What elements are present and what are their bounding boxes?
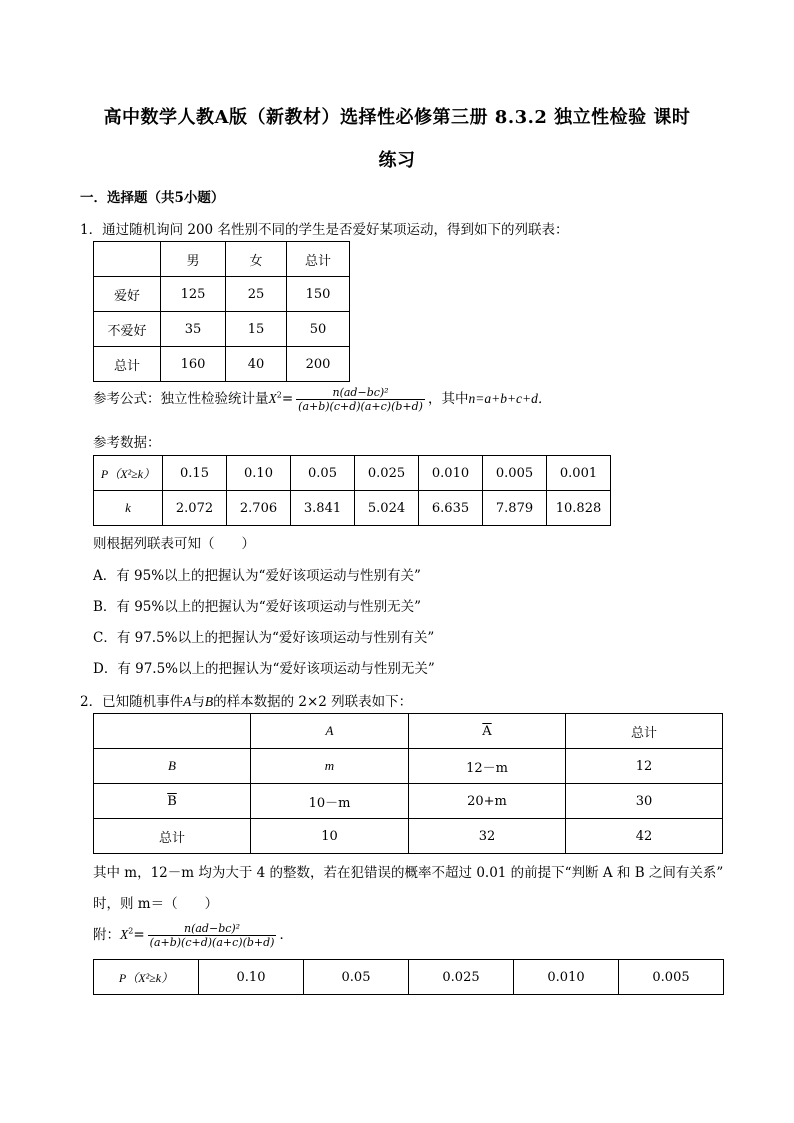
q2-reference-table bbox=[93, 959, 724, 995]
table-row bbox=[94, 819, 723, 854]
q1-ref-data-label: 参考数据： bbox=[93, 435, 161, 451]
table-cell: $\overline{B}$ bbox=[94, 784, 251, 819]
table-row bbox=[94, 784, 723, 819]
table-cell: 125 bbox=[161, 277, 226, 312]
table-cell: 150 bbox=[287, 277, 350, 312]
formula-suffix: ，其中 bbox=[427, 391, 469, 407]
q1-option-c: C．有 97.5%以上的把握认为“爱好该项运动与性别有关” bbox=[93, 630, 435, 646]
table-cell: $\overline{A}$ bbox=[409, 714, 566, 749]
table-header-row bbox=[94, 714, 723, 749]
table-row bbox=[94, 456, 611, 491]
table-cell: A bbox=[251, 714, 409, 749]
appendix-prefix: 附： bbox=[93, 927, 120, 943]
table-cell: 0.025 bbox=[355, 456, 419, 491]
table-cell: 32 bbox=[409, 819, 566, 854]
table-cell: 0.05 bbox=[304, 960, 409, 995]
table-cell: 7.879 bbox=[483, 491, 547, 526]
formula-fraction bbox=[148, 922, 277, 949]
formula-numerator: n(ad−bc)² bbox=[296, 386, 425, 400]
formula-fraction bbox=[296, 386, 425, 413]
table-cell: 女 bbox=[226, 242, 287, 277]
table-cell: 0.10 bbox=[199, 960, 304, 995]
table-cell: 0.025 bbox=[409, 960, 514, 995]
section-heading: 一．选择题（共5小题） bbox=[80, 190, 225, 206]
q1-formula bbox=[93, 386, 551, 413]
table-row bbox=[94, 277, 350, 312]
table-cell: 0.15 bbox=[163, 456, 227, 491]
q1-reference-table bbox=[93, 455, 611, 526]
formula-n-definition: n=a+b+c+d． bbox=[468, 391, 552, 406]
document-title-line-2: 练习 bbox=[378, 150, 416, 171]
table-cell: 15 bbox=[226, 312, 287, 347]
table-cell: 男 bbox=[161, 242, 226, 277]
formula-numerator: n(ad−bc)² bbox=[148, 922, 277, 936]
table-cell: 5.024 bbox=[355, 491, 419, 526]
q2-stem-mid: 与 bbox=[191, 694, 205, 710]
q2-stem-a: A bbox=[183, 694, 192, 709]
table-cell: 不爱好 bbox=[94, 312, 161, 347]
q2-condition-line-1: 其中 m，12－m 均为大于 4 的整数，若在犯错误的概率不超过 0.01 的前提下“判断 A 和 B 之间有关系” bbox=[93, 865, 724, 881]
table-row bbox=[94, 749, 723, 784]
table-cell: 35 bbox=[161, 312, 226, 347]
table-cell: 0.005 bbox=[619, 960, 724, 995]
table-cell: 25 bbox=[226, 277, 287, 312]
table-cell bbox=[94, 714, 251, 749]
table-cell: 12 bbox=[566, 749, 723, 784]
table-cell: 0.010 bbox=[514, 960, 619, 995]
table-cell: P（Χ²≥k） bbox=[94, 960, 199, 995]
q2-stem-prefix: 2．已知随机事件 bbox=[80, 694, 184, 710]
q2-appendix-formula bbox=[93, 922, 293, 949]
table-row bbox=[94, 960, 724, 995]
q1-option-b: B．有 95%以上的把握认为“爱好该项运动与性别无关” bbox=[93, 599, 422, 615]
q1-option-a: A．有 95%以上的把握认为“爱好该项运动与性别有关” bbox=[93, 568, 421, 584]
equals-sign: = bbox=[281, 391, 294, 407]
table-cell: P（Χ²≥k） bbox=[94, 456, 163, 491]
q1-question: 则根据列联表可知（ ） bbox=[93, 536, 255, 552]
table-cell: 0.001 bbox=[547, 456, 611, 491]
document-title-line-1: 高中数学人教A版（新教材）选择性必修第三册 8.3.2 独立性检验 课时 bbox=[103, 107, 691, 128]
table-cell: B bbox=[94, 749, 251, 784]
table-cell: 10－m bbox=[251, 784, 409, 819]
table-cell: 0.005 bbox=[483, 456, 547, 491]
table-cell: 12－m bbox=[409, 749, 566, 784]
chi-square-exponent: 2 bbox=[276, 390, 282, 400]
table-cell: 42 bbox=[566, 819, 723, 854]
q2-contingency-table bbox=[93, 713, 723, 854]
table-row bbox=[94, 347, 350, 382]
table-cell: 0.010 bbox=[419, 456, 483, 491]
table-cell: 6.635 bbox=[419, 491, 483, 526]
chi-square-exponent: 2 bbox=[128, 926, 134, 936]
q2-condition-line-2: 时，则 m＝（ ） bbox=[93, 896, 219, 912]
formula-end: ． bbox=[279, 927, 293, 943]
formula-prefix: 参考公式：独立性检验统计量 bbox=[93, 391, 269, 407]
equals-sign: = bbox=[133, 927, 145, 943]
table-cell: 30 bbox=[566, 784, 723, 819]
q1-contingency-table bbox=[93, 241, 350, 382]
table-cell: 总计 bbox=[566, 714, 723, 749]
formula-denominator: (a+b)(c+d)(a+c)(b+d) bbox=[149, 936, 275, 949]
q1-stem: 1．通过随机询问 200 名性别不同的学生是否爱好某项运动，得到如下的列联表： bbox=[80, 222, 569, 238]
chi-square-symbol: Χ bbox=[120, 927, 129, 942]
table-cell: 2.706 bbox=[227, 491, 291, 526]
table-cell: 50 bbox=[287, 312, 350, 347]
formula-denominator: (a+b)(c+d)(a+c)(b+d) bbox=[298, 400, 423, 413]
table-cell: 总计 bbox=[287, 242, 350, 277]
q1-option-d: D．有 97.5%以上的把握认为“爱好该项运动与性别无关” bbox=[93, 661, 435, 677]
table-cell: 10.828 bbox=[547, 491, 611, 526]
table-cell: 3.841 bbox=[291, 491, 355, 526]
table-cell: 2.072 bbox=[163, 491, 227, 526]
table-cell: 20+m bbox=[409, 784, 566, 819]
q2-stem-suffix: 的样本数据的 2×2 列联表如下： bbox=[213, 694, 413, 710]
q2-stem-b: B bbox=[204, 694, 214, 709]
table-cell bbox=[94, 242, 161, 277]
table-header-row bbox=[94, 242, 350, 277]
table-cell: 200 bbox=[287, 347, 350, 382]
table-cell: 总计 bbox=[94, 347, 161, 382]
table-cell: 爱好 bbox=[94, 277, 161, 312]
table-cell: 总计 bbox=[94, 819, 251, 854]
chi-square-symbol: Χ bbox=[268, 391, 277, 406]
table-cell: 160 bbox=[161, 347, 226, 382]
table-cell: 0.10 bbox=[227, 456, 291, 491]
table-cell: m bbox=[251, 749, 409, 784]
table-cell: k bbox=[94, 491, 163, 526]
table-cell: 40 bbox=[226, 347, 287, 382]
table-row bbox=[94, 312, 350, 347]
table-cell: 0.05 bbox=[291, 456, 355, 491]
table-cell: 10 bbox=[251, 819, 409, 854]
table-row bbox=[94, 491, 611, 526]
q2-stem bbox=[80, 690, 412, 710]
